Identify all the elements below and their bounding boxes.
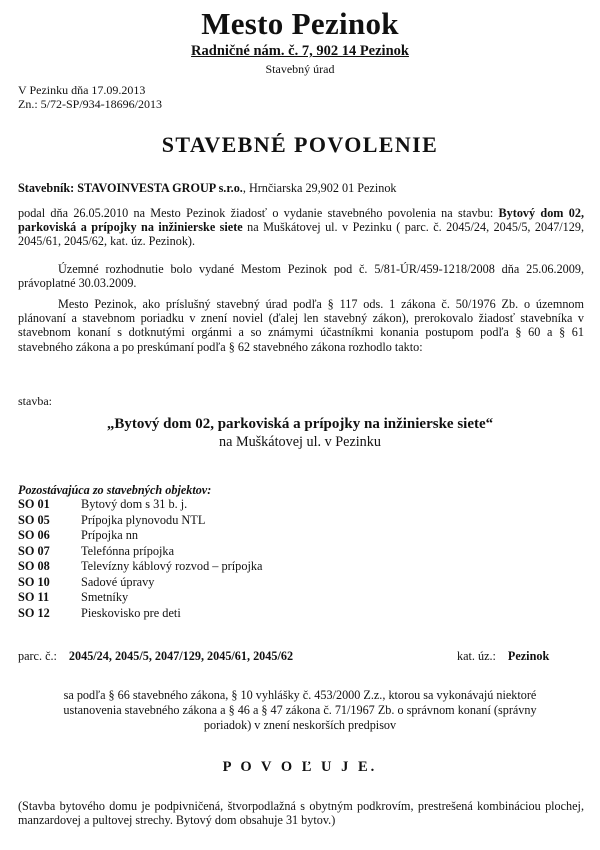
project-location: na Muškátovej ul. v Pezinku xyxy=(219,434,381,450)
parcel-label: parc. č.: xyxy=(18,649,57,663)
document-title: STAVEBNÉ POVOLENIE xyxy=(161,132,439,157)
parcel-numbers-row xyxy=(18,649,293,664)
object-name: Televízny káblový rozvod – prípojka xyxy=(81,559,263,573)
object-code: SO 11 xyxy=(18,590,50,604)
object-code: SO 10 xyxy=(18,574,50,589)
procedure-paragraph: Mesto Pezinok, ako príslušný stavebný úrad podľa § 117 ods. 1 zákona č. 50/1976 Zb. o územnom plánovaní a stavebnom poriadku v znení noviel (ďalej len stavebný zákon), prerokovalo žiadosť stavebníka v stavebnom konaní s dotknutými orgánmi a so známymi účastníkmi konania postupom podľa § 60 a § 61 stavebného zákona a po preskúmaní podľa § 62 stavebného zákona rozhodlo takto: xyxy=(18,297,584,354)
object-code: SO 07 xyxy=(18,543,50,558)
object-name: Telefónna prípojka xyxy=(81,543,175,558)
builder-line xyxy=(18,181,397,196)
object-code: SO 05 xyxy=(18,512,50,527)
objects-heading: Pozostávajúca zo stavebných objektov: xyxy=(18,483,212,497)
builder-address: , Hrnčiarska 29,902 01 Pezinok xyxy=(242,181,397,195)
object-name: Bytový dom s 31 b. j. xyxy=(81,497,188,511)
object-name: Sadové úpravy xyxy=(81,574,155,589)
cadastral-area xyxy=(457,649,549,664)
list-item xyxy=(18,606,263,622)
municipality-title: Mesto Pezinok xyxy=(201,6,399,41)
application-rest: na Muškátovej ul. v Pezinku ( parc. č. 2045/24, 2045/5, 2047/129, 2045/61, 2045/62, kat. úz. Pezinok). xyxy=(18,220,585,249)
application-paragraph xyxy=(18,206,584,249)
office-name: Stavebný úrad xyxy=(265,62,335,76)
project-title: „Bytový dom 02, parkoviská a prípojky na inžinierske siete“ xyxy=(106,416,494,432)
municipality-address: Radničné nám. č. 7, 902 14 Pezinok xyxy=(191,43,409,59)
object-code: SO 12 xyxy=(18,605,50,620)
list-item xyxy=(18,544,263,560)
object-name: Prípojka nn xyxy=(81,528,139,542)
legal-basis-paragraph: sa podľa § 66 stavebného zákona, § 10 vyhlášky č. 453/2000 Z.z., ktorou sa vykonávajú niektoré ustanovenia stavebného zákona a § 46 a § 47 zákona č. 71/1967 Zb. o správnom konaní (správny poriadok) v znení neskorších predpisov xyxy=(63,688,537,732)
decision-heading: P O V O Ľ U J E. xyxy=(222,759,378,775)
list-item xyxy=(18,590,263,606)
object-name: Pieskovisko pre deti xyxy=(81,605,181,620)
parcel-numbers: 2045/24, 2045/5, 2047/129, 2045/61, 2045/62 xyxy=(68,649,294,663)
list-item xyxy=(18,559,263,575)
list-item xyxy=(18,575,263,591)
cadastre-value: Pezinok xyxy=(507,649,550,663)
reference-number: Zn.: 5/72-SP/934-18696/2013 xyxy=(18,97,163,111)
object-name: Smetníky xyxy=(81,590,129,604)
place-date: V Pezinku dňa 17.09.2013 xyxy=(18,83,146,97)
cadastre-label: kat. úz.: xyxy=(457,649,496,663)
zoning-decision-paragraph: Územné rozhodnutie bolo vydané Mestom Pezinok pod č. 5/81-ÚR/459-1218/2008 dňa 25.06.2009, právoplatné 30.03.2009. xyxy=(18,262,584,291)
stavba-label: stavba: xyxy=(18,394,52,408)
object-name: Prípojka plynovodu NTL xyxy=(81,512,206,527)
building-objects-list xyxy=(18,497,263,621)
object-code: SO 01 xyxy=(18,497,50,511)
application-project: Bytový dom 02, parkoviská a prípojky na inžinierske siete xyxy=(18,206,584,235)
builder-name: STAVOINVESTA GROUP s.r.o. xyxy=(77,181,243,195)
object-code: SO 08 xyxy=(18,559,50,573)
builder-label: Stavebník: xyxy=(18,181,75,195)
object-code: SO 06 xyxy=(18,528,50,542)
list-item xyxy=(18,513,263,529)
application-intro: podal dňa 26.05.2010 na Mesto Pezinok žiadosť o vydanie stavebného povolenia na stavbu: xyxy=(18,206,499,220)
list-item xyxy=(18,497,263,513)
building-description-paragraph: (Stavba bytového domu je podpivničená, štvorpodlažná s obytným podkrovím, prestrešená kombináciou plochej, manzardovej a pultovej strechy. Bytový dom obsahuje 31 bytov.) xyxy=(18,799,584,828)
list-item xyxy=(18,528,263,544)
